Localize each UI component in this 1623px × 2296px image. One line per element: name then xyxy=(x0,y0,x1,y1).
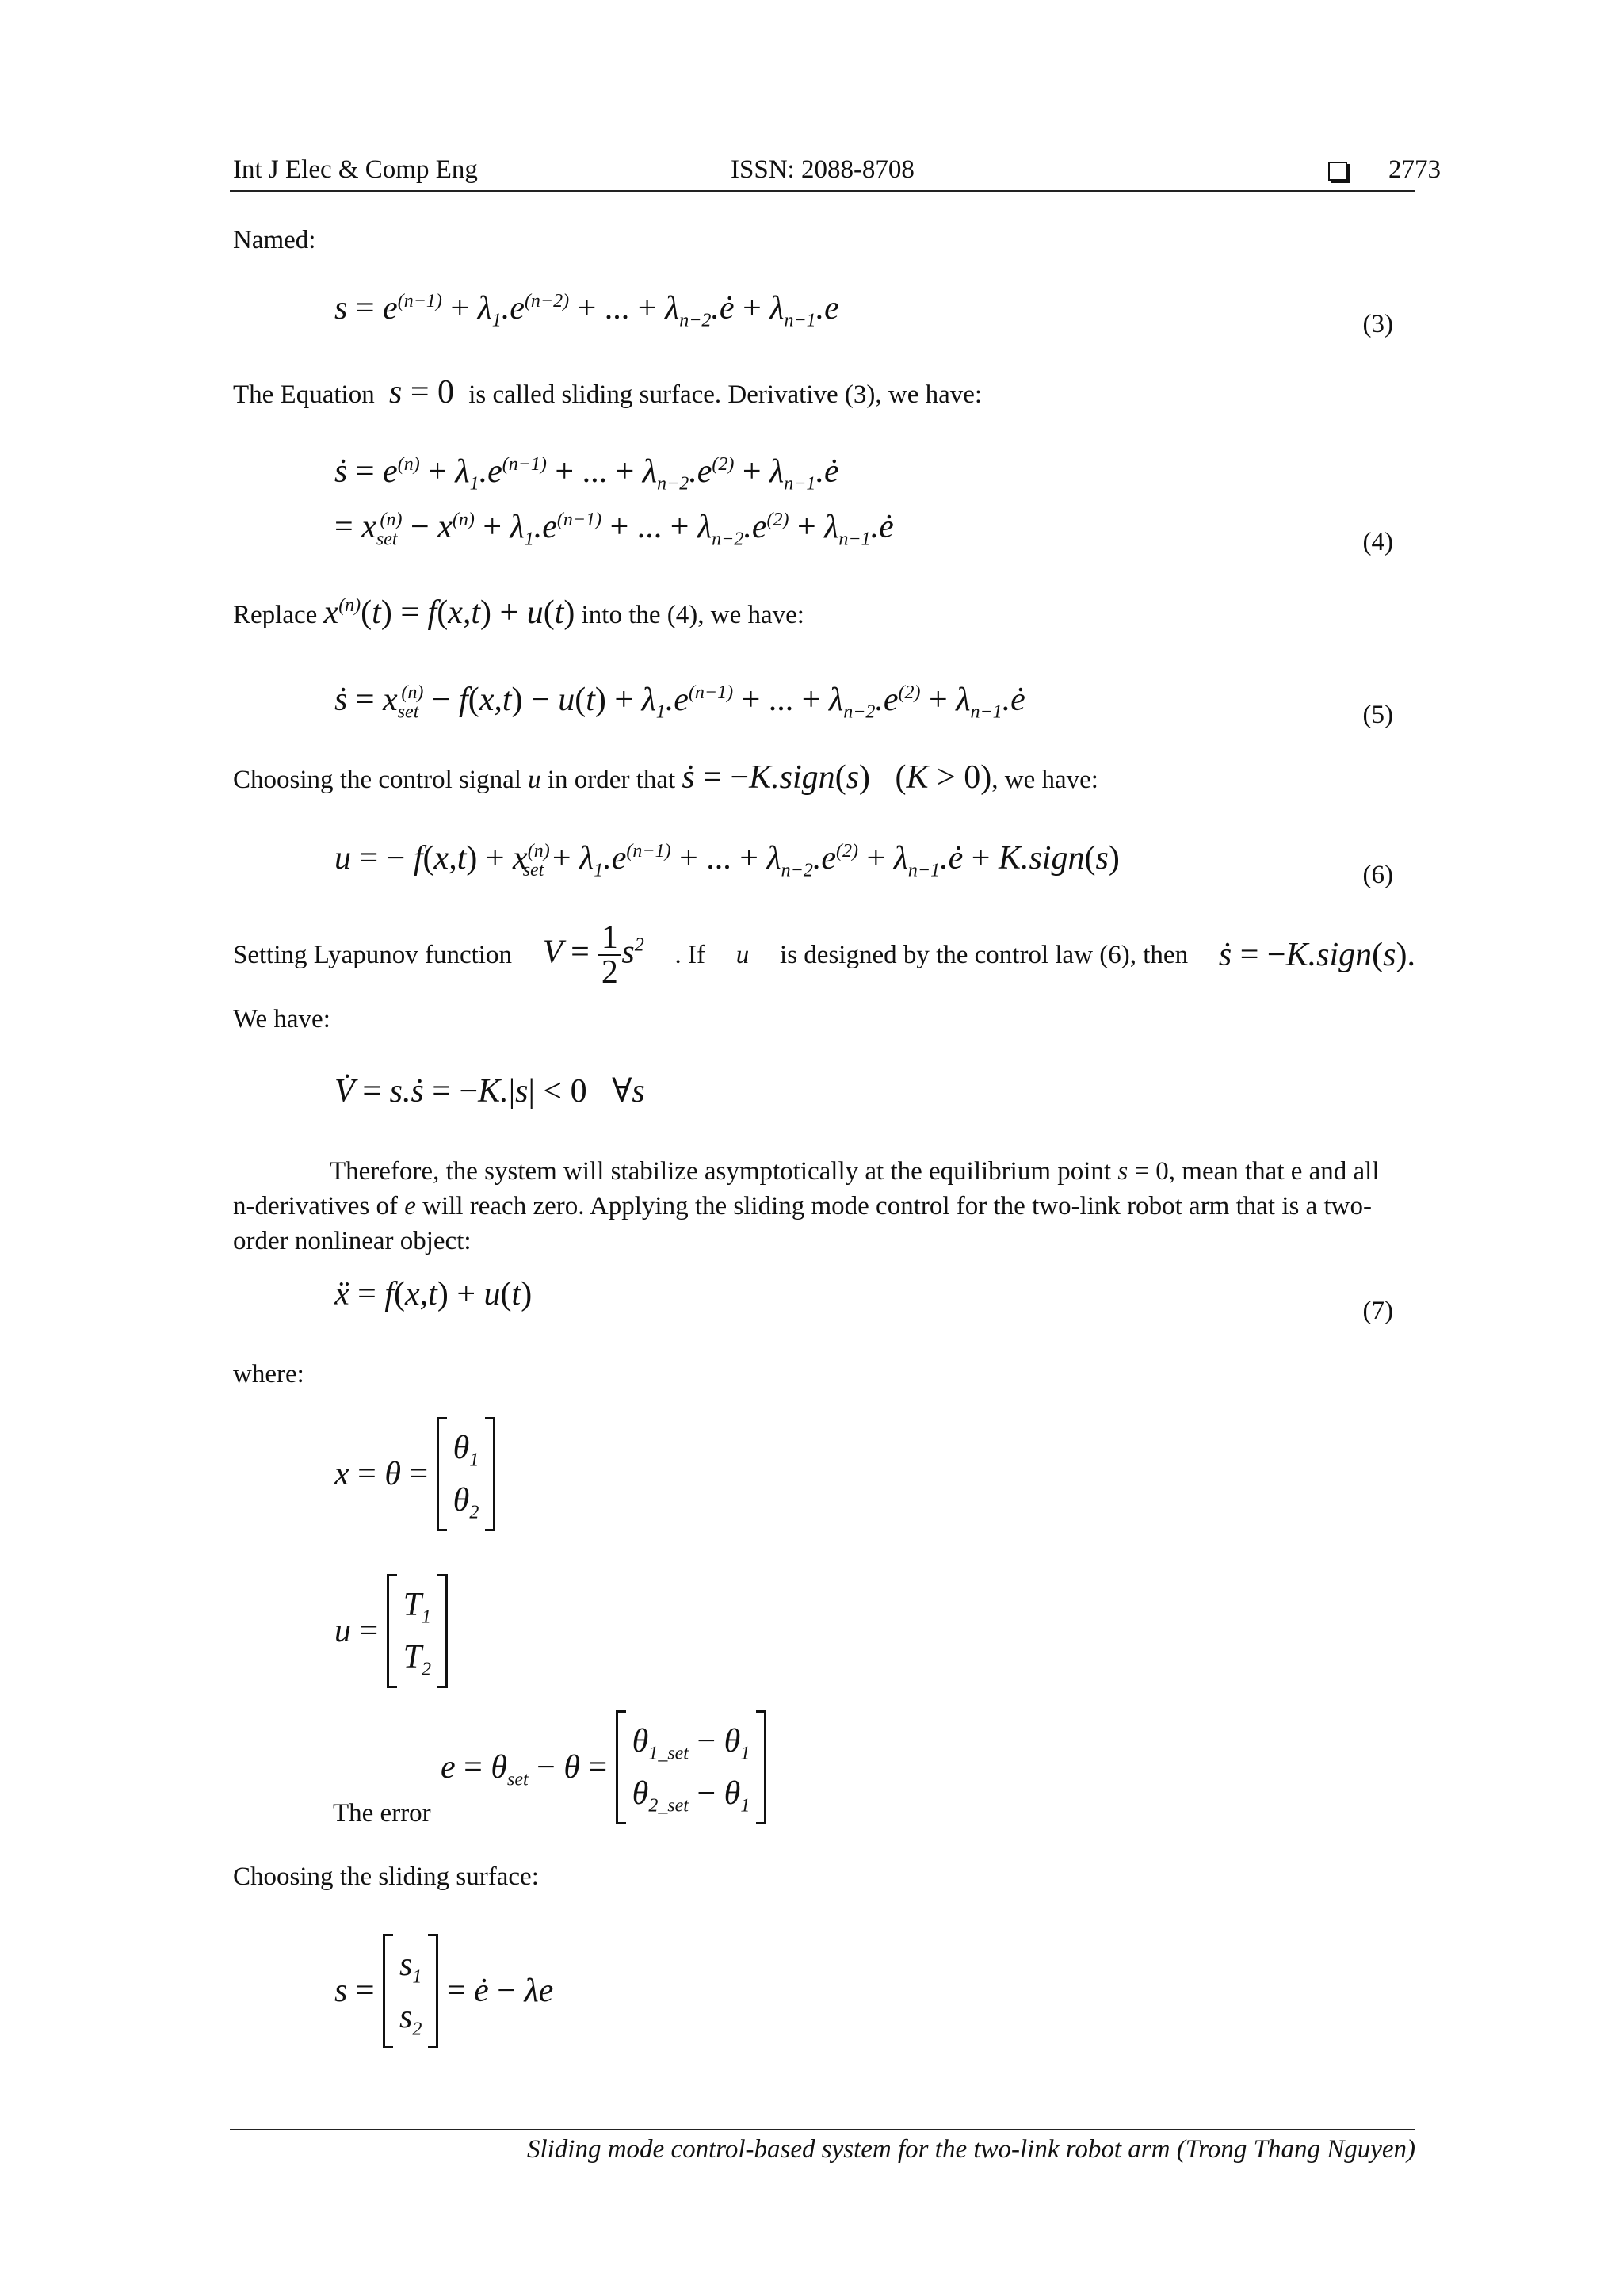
error-matrix-equation: $e = \theta_{set} - \theta$ = $\theta_{1\_set} - \theta_1$ $\theta_{2\_set} - \theta_1$ xyxy=(441,1710,766,1824)
therefore-s: s xyxy=(1117,1157,1128,1186)
therefore-line-3: order nonlinear object: xyxy=(233,1227,472,1255)
reaching-law: ṡ = −K.sign(s) (K > 0) xyxy=(682,759,992,796)
equation-5: ṡ = $x_{set}^{(n)} - f(x,t) - u(t) + \lambda_1.e^{(n-1)}$ + ... + $\lambda_{n-2}.e^{(2)}$ + $\lambda_{n-1}.ė$ xyxy=(334,682,1025,723)
replace-prefix: Replace xyxy=(233,601,318,629)
named-label: Named: xyxy=(233,226,316,254)
sliding-surface-sentence xyxy=(233,376,982,412)
choosing-sentence xyxy=(233,761,1098,797)
equation-4-line-1: ṡ = $e^{(n)} + \lambda_1.e^{(n-1)}$ + ... + $\lambda_{n-2}.e^{(2)}$ + $\lambda_{n-1}.ė$ xyxy=(334,453,839,495)
page-number: 2773 xyxy=(1388,155,1441,184)
therefore-paragraph xyxy=(233,1154,1415,1259)
equation-number-6: (6) xyxy=(1362,861,1393,889)
lyapunov-prefix: Setting Lyapunov function xyxy=(233,941,512,969)
equation-4-line-2: = $x_{set}^{(n)} - x^{(n)} + \lambda_1.e^{(n-1)}$ + ... + $\lambda_{n-2}.e^{(2)}$ + $\lambda_{n-1}.ė$ xyxy=(334,509,894,550)
therefore-part-1: Therefore, the system will stabilize asymptotically at the equilibrium point xyxy=(330,1157,1112,1186)
theta-vector: $\theta_1$ $\theta_2$ xyxy=(437,1417,496,1531)
equation-prefix: The Equation xyxy=(233,380,375,409)
equation-number-5: (5) xyxy=(1362,701,1393,729)
the-error-label: The error xyxy=(333,1799,431,1828)
error-vector: $\theta_{1\_set} - \theta_1$ $\theta_{2\_set} - \theta_1$ xyxy=(616,1710,767,1824)
lyapunov-sentence xyxy=(233,921,1415,989)
choosing-mid: in order that xyxy=(547,766,676,794)
sliding-surface-equation: s = $s_1$ $s_2$ = ė − λe xyxy=(334,1934,553,2048)
replace-sentence xyxy=(233,596,804,632)
torque-vector: $T_1$ $T_2$ xyxy=(387,1574,448,1688)
journal-name: Int J Elec & Comp Eng xyxy=(233,155,478,184)
s-equals-zero: s = 0 xyxy=(388,374,454,411)
lyapunov-mid-1: . If xyxy=(674,941,705,969)
choosing-surface-label: Choosing the sliding surface: xyxy=(233,1862,539,1891)
running-title: Sliding mode control-based system for the two-link robot arm (Trong Thang Nguyen) xyxy=(526,2135,1415,2164)
therefore-part-2: = 0, mean that e and all xyxy=(1134,1157,1380,1186)
equation-number-7: (7) xyxy=(1362,1297,1393,1325)
choosing-suffix: , we have: xyxy=(991,766,1098,794)
footer-rule xyxy=(230,2129,1415,2130)
where-label: where: xyxy=(233,1360,304,1389)
replace-suffix: into the (4), we have: xyxy=(581,601,804,629)
choosing-u: u xyxy=(528,766,541,794)
lyapunov-u: u xyxy=(735,941,750,969)
issn: ISSN: 2088-8708 xyxy=(731,155,915,184)
lyapunov-reaching-law: ṡ = −K.sign(s). xyxy=(1218,937,1415,973)
lyapunov-function: V = $\frac{1}{2}$ $s^2$ xyxy=(542,919,644,991)
u-torque-matrix-equation: u = $T_1$ $T_2$ xyxy=(334,1574,448,1688)
x-theta-matrix-equation: x = θ = $\theta_1$ $\theta_2$ xyxy=(334,1417,495,1531)
system-equation: $x^{(n)}(t) = f(x,t) + u(t)$ xyxy=(323,594,575,631)
lyapunov-mid-2: is designed by the control law (6), then xyxy=(780,941,1189,969)
equation-6: u = − $f(x,t) + x^{(n)}_{set} + \lambda_1.e^{(n-1)}$ + ... + $\lambda_{n-2}.e^{(2)}$ + $\lambda_{n-1}.ė$ + K.sign(s) xyxy=(334,840,1120,881)
choosing-prefix: Choosing the control signal xyxy=(233,766,521,794)
equation-suffix: is called sliding surface. Derivative (3), we have: xyxy=(468,380,983,409)
equation-3: $s = e^{(n-1)} + \lambda_1.e^{(n-2)}$ + ... + $\lambda_{n-2}.ė + \lambda_{n-1}.e$ xyxy=(334,290,839,331)
equation-7: ẍ = f(x,t) + u(t) xyxy=(334,1276,533,1312)
sliding-vector: $s_1$ $s_2$ xyxy=(383,1934,438,2048)
therefore-e: e xyxy=(404,1192,416,1221)
equation-number-3: (3) xyxy=(1362,310,1393,338)
lyapunov-derivative: V̇ = s.ṡ = −K.|s| < 0 ∀s xyxy=(334,1073,645,1110)
checkbox-icon xyxy=(1328,155,1347,185)
lyapunov-end: . xyxy=(1407,937,1415,973)
header-rule xyxy=(230,190,1415,192)
therefore-line-2-b: will reach zero. Applying the sliding mode control for the two-link robot arm that is a two- xyxy=(422,1192,1372,1221)
we-have-label: We have: xyxy=(233,1005,330,1033)
therefore-line-2-a: n-derivatives of xyxy=(233,1192,399,1221)
equation-number-4: (4) xyxy=(1362,528,1393,556)
